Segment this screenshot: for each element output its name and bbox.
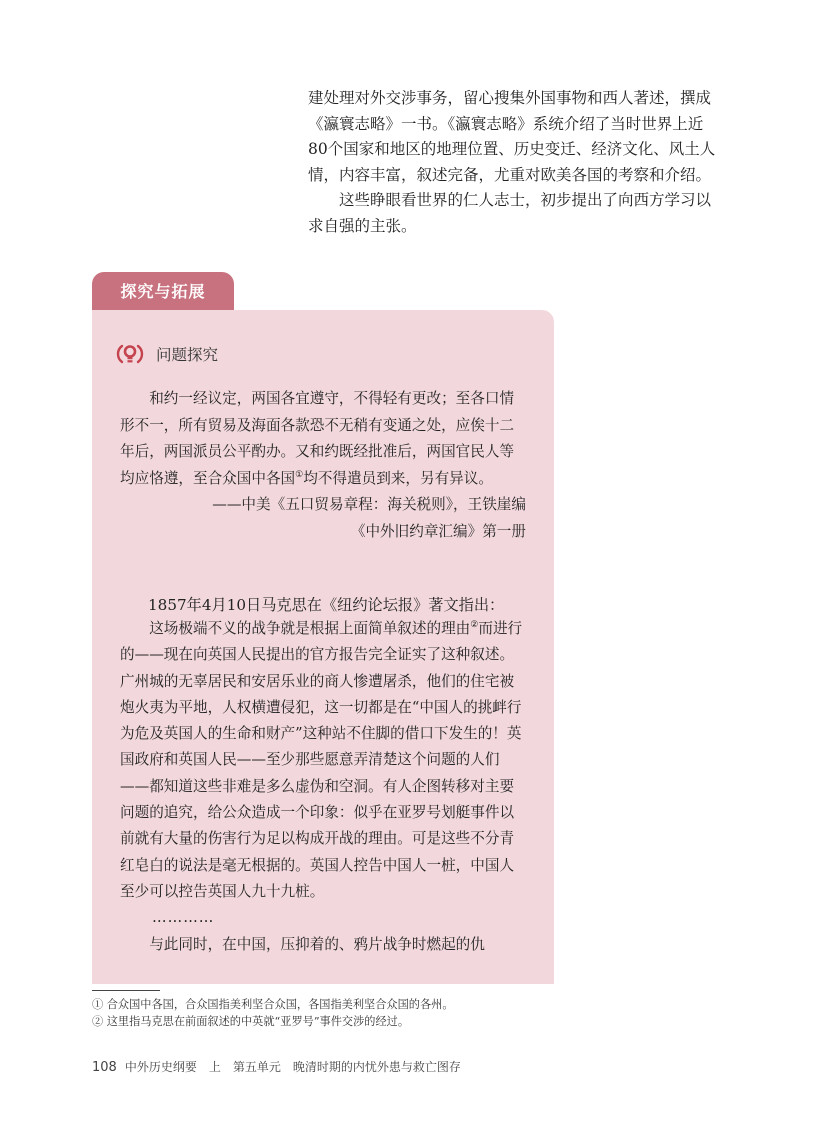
treaty-quote-text: [120, 386, 526, 492]
footnotes: [92, 996, 652, 1030]
treaty-quote-text-a: 和约一经议定，两国各宜遵守，不得轻有更改；至各口情形不一，所有贸易及海面各款恐不无稍有变通之处，应俟十二年后，两国派员公平酌办。又和约既经批准后，两国官民人等均应恪遵，至合众国中各国: [120, 390, 515, 487]
marx-quote-text-a: 这场极端不义的战争就是根据上面简单叙述的理由: [149, 620, 471, 637]
intro-paragraph-2: 这些睁眼看世界的仁人志士，初步提出了向西方学习以求自强的主张。: [308, 191, 712, 235]
inquiry-panel: [92, 310, 554, 984]
treaty-quote: [120, 386, 526, 545]
page-footer: [92, 1058, 461, 1075]
intro-text: [308, 86, 720, 239]
footnote-mark-1: ①: [295, 469, 304, 480]
treaty-source-1: ——中美《五口贸易章程：海关税则》，王铁崖编: [212, 496, 526, 513]
question-title: 问题探究: [156, 346, 219, 364]
volume: 上: [208, 1060, 221, 1074]
ellipsis: …………: [152, 909, 215, 927]
marx-continued: 与此同时，在中国，压抑着的、鸦片战争时燃起的仇: [149, 935, 485, 953]
marx-lead: 1857年4月10日马克思在《纽约论坛报》著文指出：: [148, 596, 505, 614]
footnote-1: ① 合众国中各国，合众国指美利坚合众国，各国指美利坚合众国的各州。: [92, 998, 454, 1011]
unit: 第五单元: [232, 1060, 281, 1074]
question-heading: [116, 340, 218, 368]
footnote-2: ② 这里指马克思在前面叙述的中英就“亚罗号”事件交涉的经过。: [92, 1015, 410, 1028]
book-title: 中外历史纲要: [124, 1060, 197, 1074]
marx-quote: [120, 616, 526, 958]
footnote-rule: [92, 990, 160, 991]
unit-title: 晚清时期的内忧外患与救亡图存: [292, 1060, 461, 1074]
marx-quote-text: [120, 616, 526, 905]
page-number: 108: [92, 1060, 117, 1075]
treaty-source-2: 《中外旧约章汇编》第一册: [350, 522, 526, 540]
lightbulb-icon: [116, 340, 144, 368]
intro-paragraph-1: 建处理对外交涉事务，留心搜集外国事物和西人著述，撰成《瀛寰志略》一书。《瀛寰志略》系统介绍了当时世界上近80个国家和地区的地理位置、历史变迁、经济文化、风土人情，内容丰富，叙述完备，尤重对欧美各国的考察和介绍。: [308, 89, 716, 184]
marx-quote-text-b: 而进行的——现在向英国人民提出的官方报告完全证实了这种叙述。广州城的无辜居民和安居乐业的商人惨遭屠杀，他们的住宅被炮火夷为平地，人权横遭侵犯，这一切都是在“中国人的挑衅行为危及英国人的生命和财产”这种站不住脚的借口下发生的！英国政府和英国人民——至少那些愿意弄清楚这个问题的人们——都知道这些非难是多么虚伪和空洞。有人企图转移对主要问题的追究，给公众造成一个印象：似乎在亚罗号划艇事件以前就有大量的伤害行为足以构成开战的理由。可是这些不分青红皂白的说法是毫无根据的。英国人控告中国人一桩，中国人至少可以控告英国人九十九桩。: [120, 620, 523, 900]
footnote-mark-2: ②: [470, 620, 479, 631]
treaty-quote-text-b: 均不得遣员到来，另有异议。: [303, 469, 493, 487]
section-tab: 探究与拓展: [92, 272, 234, 312]
